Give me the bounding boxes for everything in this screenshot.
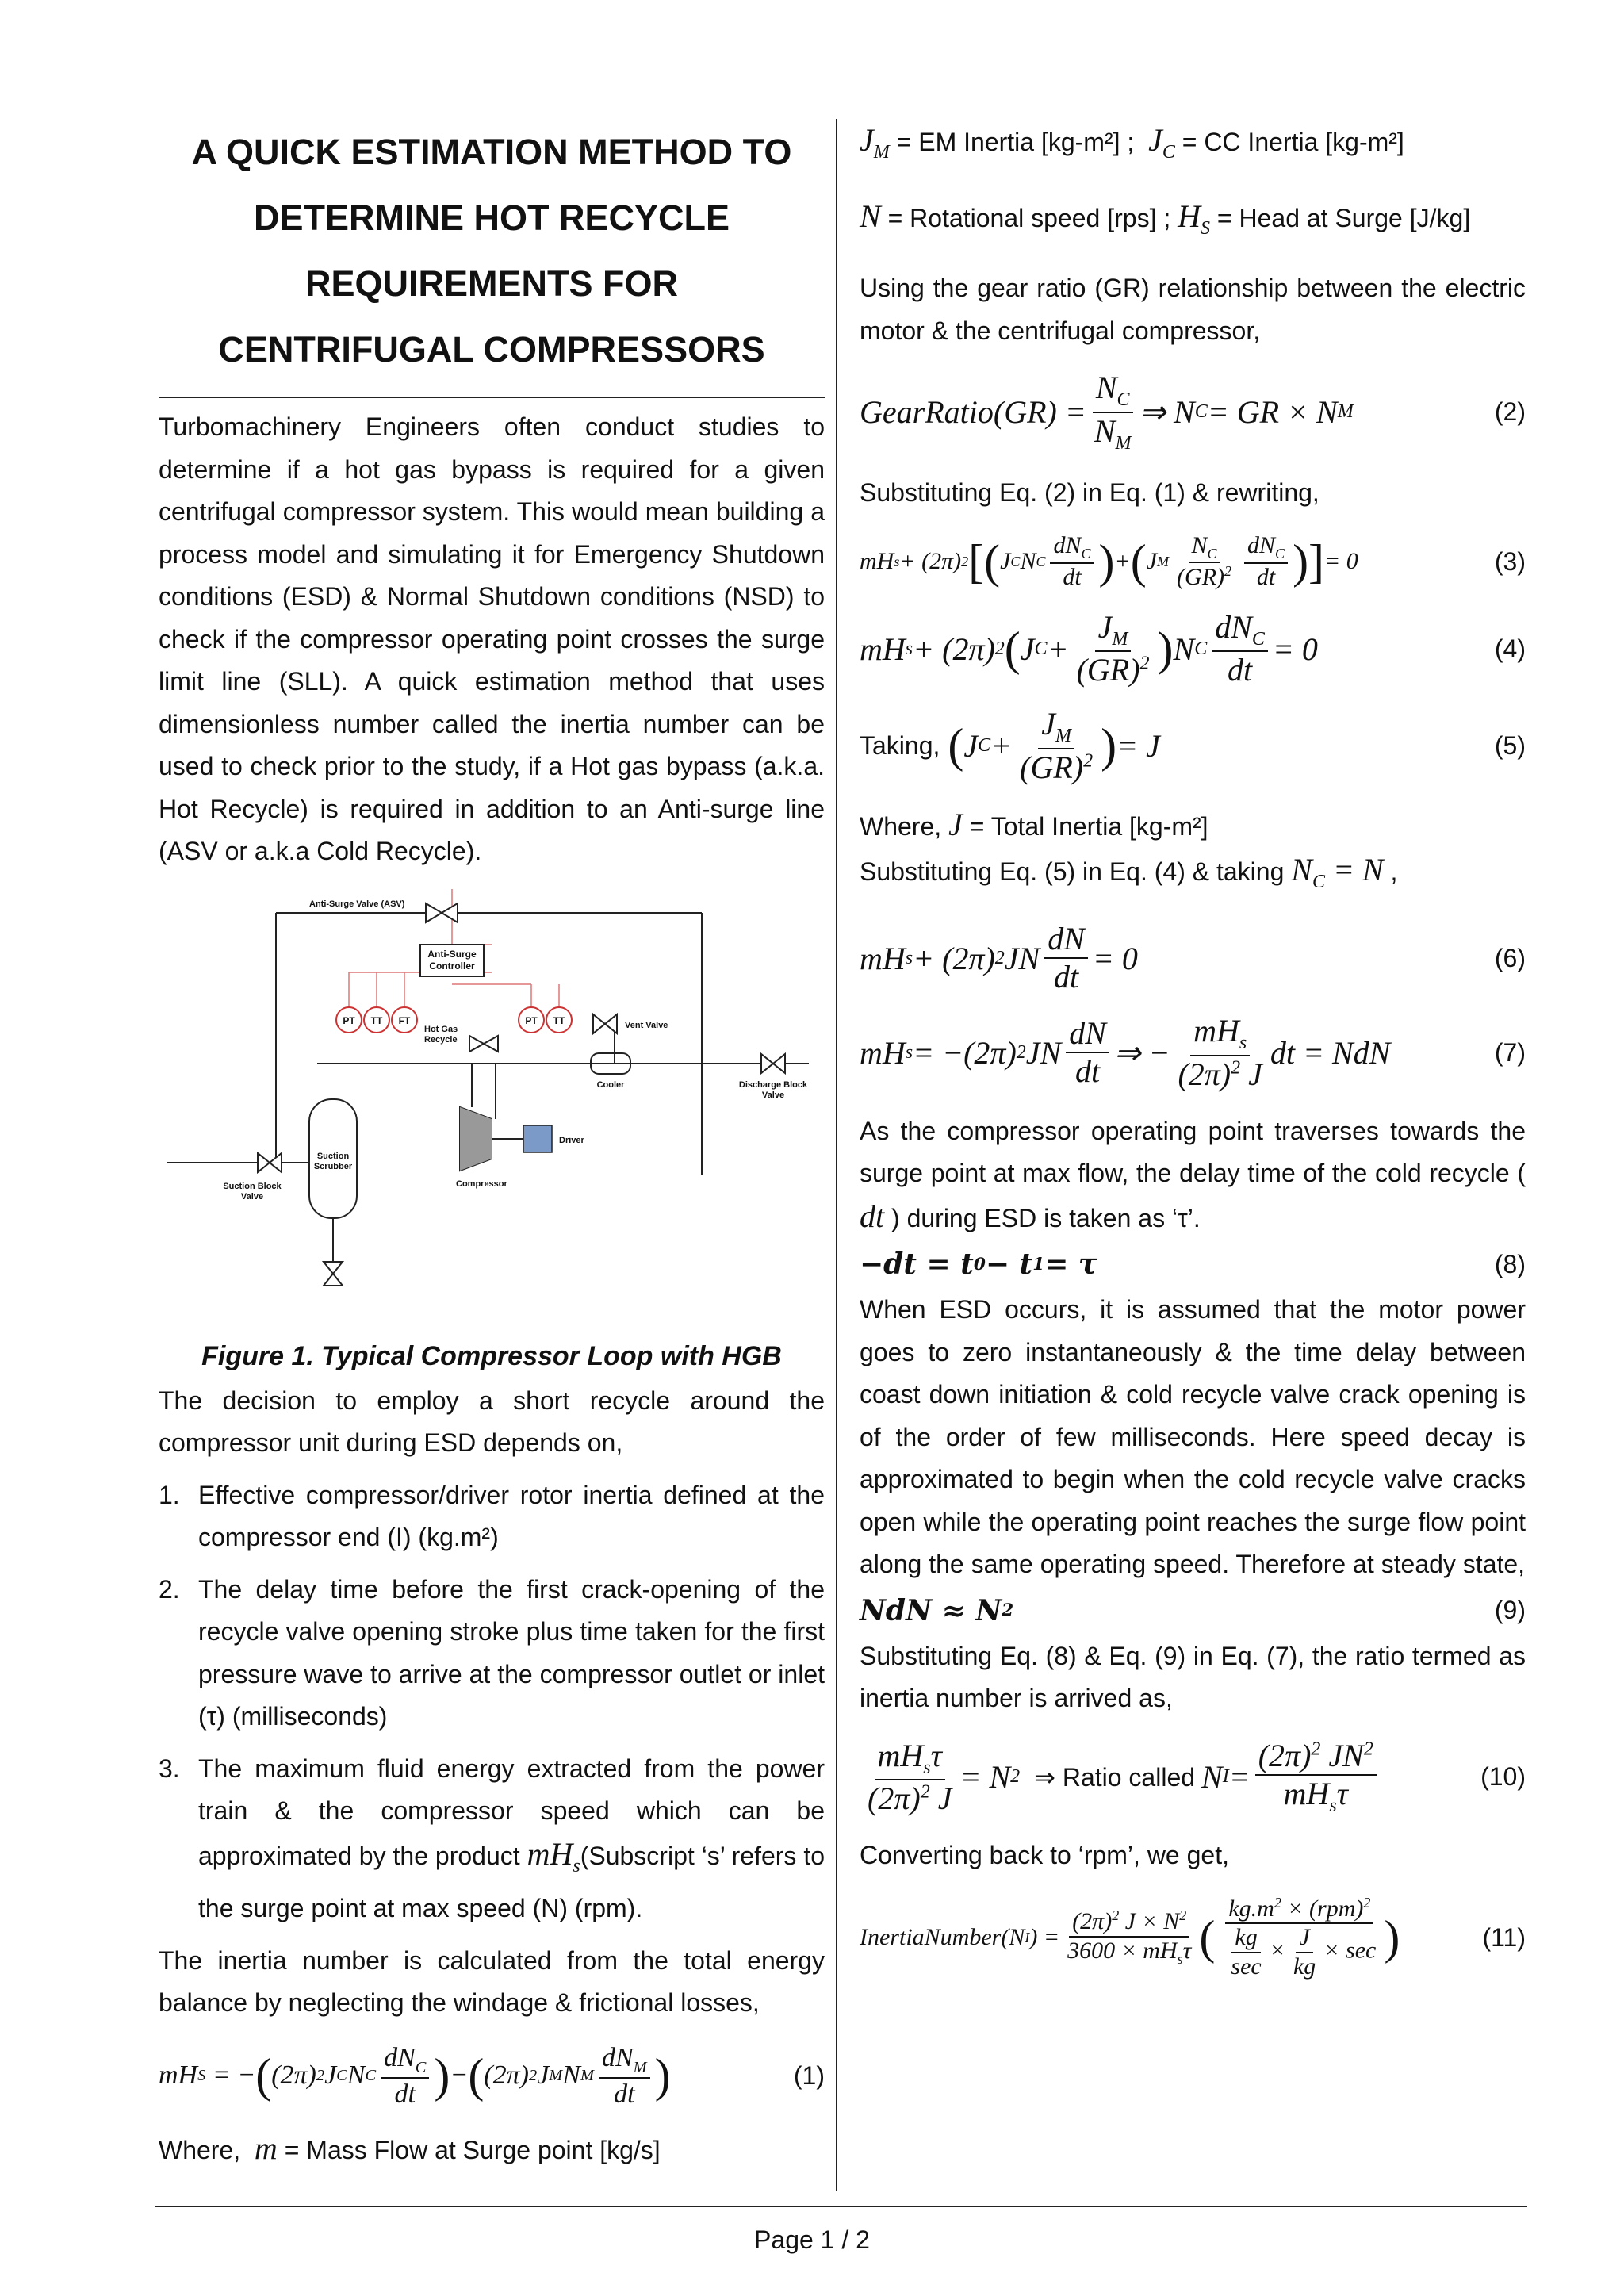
page-footer: Page 1 / 2 [754, 2225, 870, 2254]
fig-label-compressor: Compressor [456, 1179, 508, 1189]
left-column [159, 119, 825, 2171]
fig-label-pt-1: PT [343, 1014, 355, 1026]
fig-label-tt-2: TT [553, 1014, 565, 1026]
equation-4: mH s + (2π) 2 ( J C + $\frac{J_M}{(GR)^2}$ ) N C $\frac{dN_C}{dt}$ = 0 (4) [860, 608, 1526, 688]
esd-paragraph: When ESD occurs, it is assumed that the motor power goes to zero instantaneously & the time delay between coast down initiation & cold recycle valve crack opening is of the order of few milliseconds. Here speed decay is approximated to begin when the cold recycle valve cracks open while the operating point reaches the surge flow point along the same operating speed. Therefore at steady state, [860, 1295, 1526, 1579]
column-divider [836, 119, 837, 2191]
fig-label-driver: Driver [559, 1135, 584, 1145]
substitute-8-9: Substituting Eq. (8) & Eq. (9) in Eq. (7), the ratio termed as inertia number is arrived as, [860, 1641, 1526, 1713]
equation-9: NdN ≈ N 2 (9) [860, 1593, 1526, 1627]
fig-label-asv: Anti-Surge Valve (ASV) [309, 899, 405, 909]
fig-label-suction-block-2: Valve [240, 1191, 264, 1202]
intro-paragraph: Turbomachinery Engineers often conduct studies to determine if a hot gas bypass is required for a given centrifugal compressor system. This would mean building a process model and simulating it for Emergency Shutdown conditions (ESD) & Normal Shutdown conditions (NSD) to check if the compressor operating point crosses the surge limit line (SLL). A quick estimation method that uses dimensionless number called the inertia number can be used to check prior to the study, if a Hot gas bypass (a.k.a. Hot Recycle) is required in addition to an Anti-surge line (ASV or a.k.a Cold Recycle). [159, 412, 825, 865]
definitions-line-1: $J_M$ = EM Inertia [kg-m²] ; $J_C$ = CC Inertia [kg-m²] [860, 122, 1404, 163]
equation-5: Taking, ( J C + $\frac{J_M}{(GR)^2}$ ) = J (5) [860, 706, 1526, 786]
title-line-3: REQUIREMENTS FOR [304, 263, 679, 304]
list-item: 1. Effective compressor/driver rotor inertia defined at the compressor end (I) (kg.m²) [159, 1480, 825, 1551]
traverse-paragraph: As the compressor operating point traverses towards the surge point at max flow, the delay time of the cold recycle ( dt ) during ESD is taken as ‘τ’. [860, 1116, 1526, 1234]
equation-10: $\frac{mH_s\tau}{(2\pi)^2 J}$ = N 2 ⇒ Ratio called N I = $\frac{(2\pi)^2 JN^2}{mH_s\tau}$ (10) [868, 1737, 1526, 1817]
fig-label-cooler: Cooler [596, 1079, 625, 1090]
fig-label-hot-gas-2: Recycle [424, 1034, 458, 1045]
title-line-4: CENTRIFUGAL COMPRESSORS [218, 329, 765, 370]
right-column [860, 119, 1526, 1998]
converting-line: Converting back to ‘rpm’, we get, [860, 1841, 1229, 1870]
title-line-2: DETERMINE HOT RECYCLE [253, 197, 730, 238]
paper-title [159, 119, 825, 382]
title-line-1: A QUICK ESTIMATION METHOD TO [191, 132, 792, 172]
equation-6: mH s + (2π) 2 JN $\frac{dN}{dt}$ = 0 (6) [860, 921, 1526, 995]
list-item: 2. The delay time before the first crack-opening of the recycle valve opening stroke plus time taken for the first pressure wave to arrive at the compressor outlet or inlet (τ) (milliseconds) [159, 1574, 825, 1731]
fig-label-suction-scrubber-1: Suction [316, 1151, 350, 1161]
equation-3: mH s + (2π) 2 [ ( J C N C $\frac{dN_C}{dt}$ ) + ( J M $\frac{N_C}{(GR)^2}$ $\frac{dN_C}{dt}$ ) ] = 0 (3) [860, 531, 1526, 591]
substitute-5-4: Substituting Eq. (5) in Eq. (4) & taking $N_C = N$ , [860, 851, 1398, 892]
list-item: 3. The maximum fluid energy extracted from the power train & the compressor speed which can be approximated by the product $mH_s(Subscript$ ‘s’ refers to the surge point at max speed (N) (rpm). [159, 1754, 825, 1922]
gear-ratio-paragraph: Using the gear ratio (GR) relationship between the electric motor & the centrifugal compressor, [860, 274, 1526, 345]
substitute-2-1: Substituting Eq. (2) in Eq. (1) & rewriting, [860, 478, 1320, 508]
fig-label-controller-1: Anti-Surge [427, 948, 477, 960]
figure-caption: Figure 1. Typical Compressor Loop with HGB [201, 1340, 782, 1371]
compressor-loop-figure [159, 889, 825, 1317]
fig-label-pt-2: PT [525, 1014, 538, 1026]
equation-8: −dt = t 0 − t 1 = τ (8) [860, 1248, 1526, 1282]
fig-label-vent-valve: Vent Valve [625, 1020, 668, 1030]
decision-paragraph: The decision to employ a short recycle around the compressor unit during ESD depends on, [159, 1386, 825, 1457]
equation-11: InertiaNumber(N I ) = $\frac{(2\pi)^2 J \times N^2}{3600 \times mH_s\tau}$ ( $kg.m^2 \times (rpm)^2$ $\frac{kg}{\sec}$ × $\frac{J}{kg}$ × sec ) (11) [860, 1894, 1526, 1980]
fig-label-tt-1: TT [370, 1014, 383, 1026]
definitions-line-2: N = Rotational speed [rps] ; $H_S$ = Head at Surge [J/kg] [860, 197, 1471, 239]
fig-label-discharge-2: Valve [761, 1090, 785, 1100]
fig-label-suction-block-1: Suction Block [223, 1181, 282, 1191]
where-j-line: Where, J = Total Inertia [kg-m²] [860, 807, 1208, 843]
fig-label-controller-2: Controller [429, 960, 475, 972]
equation-7: mH s = −(2π) 2 JN $\frac{dN}{dt}$ ⇒ − $\frac{mH_s}{(2\pi)^2 J}$ dt = NdN (7) [860, 1013, 1526, 1092]
fig-label-discharge-1: Discharge Block [738, 1079, 808, 1090]
fig-label-suction-scrubber-2: Scrubber [313, 1161, 353, 1171]
mhs-symbol: $mH_s$ [527, 1835, 580, 1876]
fig-label-ft: FT [398, 1014, 411, 1026]
equation-1: mH S = − ( (2π) 2 J C N C $\frac{dN_C}{dt}$ ) − ( (2π) 2 J M N M $\frac{dN_M}{dt}$ ) (1) [159, 2042, 825, 2109]
factor-list [159, 1474, 825, 1930]
inertia-calc-paragraph: The inertia number is calculated from the total energy balance by neglecting the windage & frictional losses, [159, 1945, 825, 2017]
title-rule [159, 397, 825, 398]
equation-2: GearRatio(GR) = $\frac{N_C}{N_M}$ ⇒ N C = GR × N M (2) [860, 370, 1526, 454]
fig-label-hot-gas-1: Hot Gas [424, 1024, 458, 1034]
where-m-line: Where, m = Mass Flow at Surge point [kg/s] [159, 2129, 661, 2166]
footer-rule [155, 2206, 1527, 2207]
